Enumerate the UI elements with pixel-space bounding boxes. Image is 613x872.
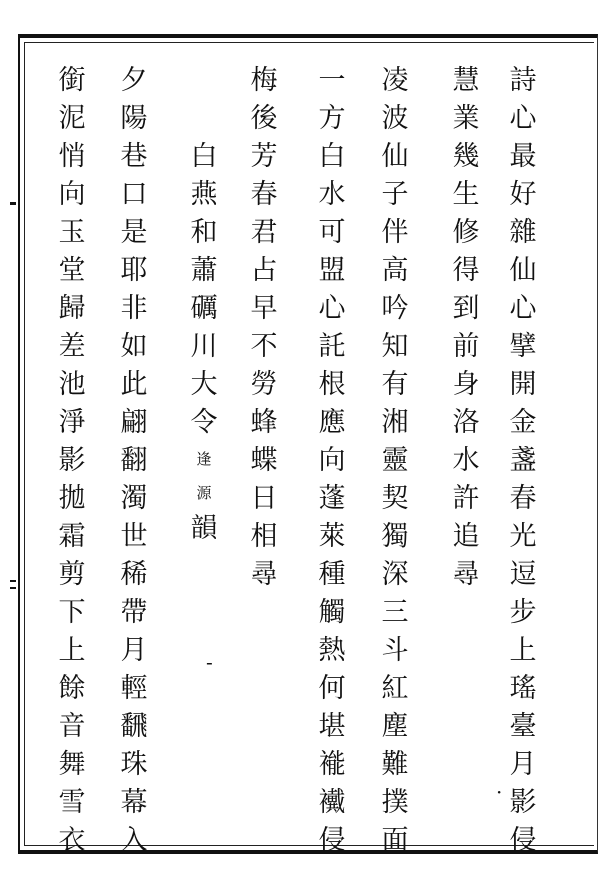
verse-character: 飜 bbox=[120, 711, 148, 742]
verse-character: 水 bbox=[452, 445, 480, 476]
verse-character: 月 bbox=[509, 749, 537, 780]
verse-column bbox=[503, 62, 543, 860]
verse-character: 湘 bbox=[381, 407, 409, 438]
verse-character: 開 bbox=[509, 369, 537, 400]
verse-character: 勞 bbox=[250, 369, 278, 400]
verse-character: 入 bbox=[120, 825, 148, 856]
verse-character: 生 bbox=[452, 179, 480, 210]
verse-character: 金 bbox=[509, 407, 537, 438]
verse-character: 音 bbox=[58, 711, 86, 742]
verse-character: 白 bbox=[318, 141, 346, 172]
verse-character: 擘 bbox=[509, 331, 537, 362]
verse-character: 逗 bbox=[509, 559, 537, 590]
verse-character: 世 bbox=[120, 521, 148, 552]
verse-character: 前 bbox=[452, 331, 480, 362]
verse-character: 芳 bbox=[250, 141, 278, 172]
verse-character: 幕 bbox=[120, 787, 148, 818]
verse-character: 塵 bbox=[381, 711, 409, 742]
verse-character: 帶 bbox=[120, 597, 148, 628]
verse-character: 相 bbox=[250, 521, 278, 552]
verse-character: 託 bbox=[318, 331, 346, 362]
verse-column bbox=[244, 62, 284, 594]
verse-character: 仙 bbox=[381, 141, 409, 172]
verse-character: 面 bbox=[381, 825, 409, 856]
verse-character: 襶 bbox=[318, 787, 346, 818]
verse-character: 盟 bbox=[318, 255, 346, 286]
verse-character: 何 bbox=[318, 673, 346, 704]
verse-character: 熱 bbox=[318, 635, 346, 666]
verse-character: 銜 bbox=[58, 65, 86, 96]
verse-column bbox=[446, 62, 486, 594]
verse-character: 蕭 bbox=[190, 255, 218, 286]
verse-character: 拋 bbox=[58, 483, 86, 514]
verse-character: 珠 bbox=[120, 749, 148, 780]
verse-character: 根 bbox=[318, 369, 346, 400]
verse-character: 斗 bbox=[381, 635, 409, 666]
verse-character: 翩 bbox=[120, 407, 148, 438]
margin-mark bbox=[10, 202, 16, 205]
verse-character: 靈 bbox=[381, 445, 409, 476]
verse-character: 梅 bbox=[250, 65, 278, 96]
verse-character: 泥 bbox=[58, 103, 86, 134]
verse-character: 翻 bbox=[120, 445, 148, 476]
verse-character: 池 bbox=[58, 369, 86, 400]
verse-character: 餘 bbox=[58, 673, 86, 704]
annotation-character: 逢 bbox=[196, 450, 212, 468]
verse-character: 燕 bbox=[190, 179, 218, 210]
verse-character: 川 bbox=[190, 331, 218, 362]
verse-column bbox=[114, 62, 154, 860]
verse-character: 三 bbox=[381, 597, 409, 628]
verse-character: 剪 bbox=[58, 559, 86, 590]
verse-character: 影 bbox=[509, 787, 537, 818]
verse-character: 春 bbox=[250, 179, 278, 210]
verse-column bbox=[312, 62, 352, 860]
verse-character: 後 bbox=[250, 103, 278, 134]
verse-character: 巷 bbox=[120, 141, 148, 172]
verse-character: 到 bbox=[452, 293, 480, 324]
verse-character: 盞 bbox=[509, 445, 537, 476]
verse-character: 紅 bbox=[381, 673, 409, 704]
verse-character: 有 bbox=[381, 369, 409, 400]
verse-character: 瑤 bbox=[509, 673, 537, 704]
verse-character: 占 bbox=[250, 255, 278, 286]
verse-character: 褦 bbox=[318, 749, 346, 780]
verse-character: 下 bbox=[58, 597, 86, 628]
verse-character: 難 bbox=[381, 749, 409, 780]
ink-speck: - bbox=[206, 650, 213, 674]
verse-character: 得 bbox=[452, 255, 480, 286]
verse-character: 陽 bbox=[120, 103, 148, 134]
verse-character: 雜 bbox=[509, 217, 537, 248]
verse-character: 波 bbox=[381, 103, 409, 134]
verse-character: 應 bbox=[318, 407, 346, 438]
verse-character: 一 bbox=[318, 65, 346, 96]
verse-character: 稀 bbox=[120, 559, 148, 590]
verse-character: 伴 bbox=[381, 217, 409, 248]
verse-character: 幾 bbox=[452, 141, 480, 172]
verse-character: 心 bbox=[509, 103, 537, 134]
verse-character: 心 bbox=[509, 293, 537, 324]
verse-character: 大 bbox=[190, 369, 218, 400]
verse-character: 悄 bbox=[58, 141, 86, 172]
verse-character: 和 bbox=[190, 217, 218, 248]
verse-character: 上 bbox=[509, 635, 537, 666]
verse-character: 此 bbox=[120, 369, 148, 400]
verse-character: 知 bbox=[381, 331, 409, 362]
verse-character: 深 bbox=[381, 559, 409, 590]
verse-character: 身 bbox=[452, 369, 480, 400]
verse-character: 白 bbox=[190, 141, 218, 172]
verse-character: 詩 bbox=[509, 65, 537, 96]
verse-character: 步 bbox=[509, 597, 537, 628]
verse-character: 韻 bbox=[190, 513, 218, 544]
verse-character: 如 bbox=[120, 331, 148, 362]
verse-character: 堂 bbox=[58, 255, 86, 286]
verse-character: 水 bbox=[318, 179, 346, 210]
verse-character: 向 bbox=[318, 445, 346, 476]
verse-character: 濁 bbox=[120, 483, 148, 514]
verse-character: 夕 bbox=[120, 65, 148, 96]
verse-character: 口 bbox=[120, 179, 148, 210]
verse-character: 觸 bbox=[318, 597, 346, 628]
verse-character: 高 bbox=[381, 255, 409, 286]
verse-column bbox=[375, 62, 415, 860]
verse-character: 耶 bbox=[120, 255, 148, 286]
verse-character: 非 bbox=[120, 293, 148, 324]
verse-character: 臺 bbox=[509, 711, 537, 742]
verse-character: 玉 bbox=[58, 217, 86, 248]
verse-character: 日 bbox=[250, 483, 278, 514]
ink-speck: · bbox=[496, 780, 503, 804]
verse-character: 輕 bbox=[120, 673, 148, 704]
verse-character: 尋 bbox=[452, 559, 480, 590]
verse-character: 洛 bbox=[452, 407, 480, 438]
verse-character: 種 bbox=[318, 559, 346, 590]
verse-character: 君 bbox=[250, 217, 278, 248]
verse-character: 吟 bbox=[381, 293, 409, 324]
verse-character: 最 bbox=[509, 141, 537, 172]
verse-character: 凌 bbox=[381, 65, 409, 96]
verse-character: 令 bbox=[190, 407, 218, 438]
verse-character: 方 bbox=[318, 103, 346, 134]
verse-character: 萊 bbox=[318, 521, 346, 552]
verse-character: 可 bbox=[318, 217, 346, 248]
verse-character: 仙 bbox=[509, 255, 537, 286]
verse-character: 業 bbox=[452, 103, 480, 134]
verse-character: 許 bbox=[452, 483, 480, 514]
verse-character: 春 bbox=[509, 483, 537, 514]
verse-character: 蓬 bbox=[318, 483, 346, 514]
verse-character: 雪 bbox=[58, 787, 86, 818]
verse-character: 淨 bbox=[58, 407, 86, 438]
verse-character: 堪 bbox=[318, 711, 346, 742]
verse-character: 歸 bbox=[58, 293, 86, 324]
verse-character: 好 bbox=[509, 179, 537, 210]
verse-character: 子 bbox=[381, 179, 409, 210]
verse-character: 早 bbox=[250, 293, 278, 324]
verse-character: 舞 bbox=[58, 749, 86, 780]
verse-character: 向 bbox=[58, 179, 86, 210]
verse-character: 追 bbox=[452, 521, 480, 552]
verse-character: 影 bbox=[58, 445, 86, 476]
verse-character: 光 bbox=[509, 521, 537, 552]
verse-character: 慧 bbox=[452, 65, 480, 96]
verse-character: 礪 bbox=[190, 293, 218, 324]
verse-character: 不 bbox=[250, 331, 278, 362]
verse-character: 心 bbox=[318, 293, 346, 324]
verse-character: 蝶 bbox=[250, 445, 278, 476]
verse-character: 差 bbox=[58, 331, 86, 362]
verse-character: 是 bbox=[120, 217, 148, 248]
verse-character: 霜 bbox=[58, 521, 86, 552]
verse-character: 衣 bbox=[58, 825, 86, 856]
margin-mark bbox=[10, 587, 16, 589]
verse-character: 修 bbox=[452, 217, 480, 248]
margin-mark bbox=[10, 580, 16, 582]
verse-character: 蜂 bbox=[250, 407, 278, 438]
verse-character: 侵 bbox=[318, 825, 346, 856]
poem-title-column bbox=[184, 138, 224, 548]
verse-character: 尋 bbox=[250, 559, 278, 590]
verse-character: 侵 bbox=[509, 825, 537, 856]
verse-character: 獨 bbox=[381, 521, 409, 552]
verse-column bbox=[52, 62, 92, 860]
verse-character: 月 bbox=[120, 635, 148, 666]
verse-character: 上 bbox=[58, 635, 86, 666]
verse-character: 撲 bbox=[381, 787, 409, 818]
annotation-character: 源 bbox=[196, 484, 212, 502]
verse-character: 契 bbox=[381, 483, 409, 514]
